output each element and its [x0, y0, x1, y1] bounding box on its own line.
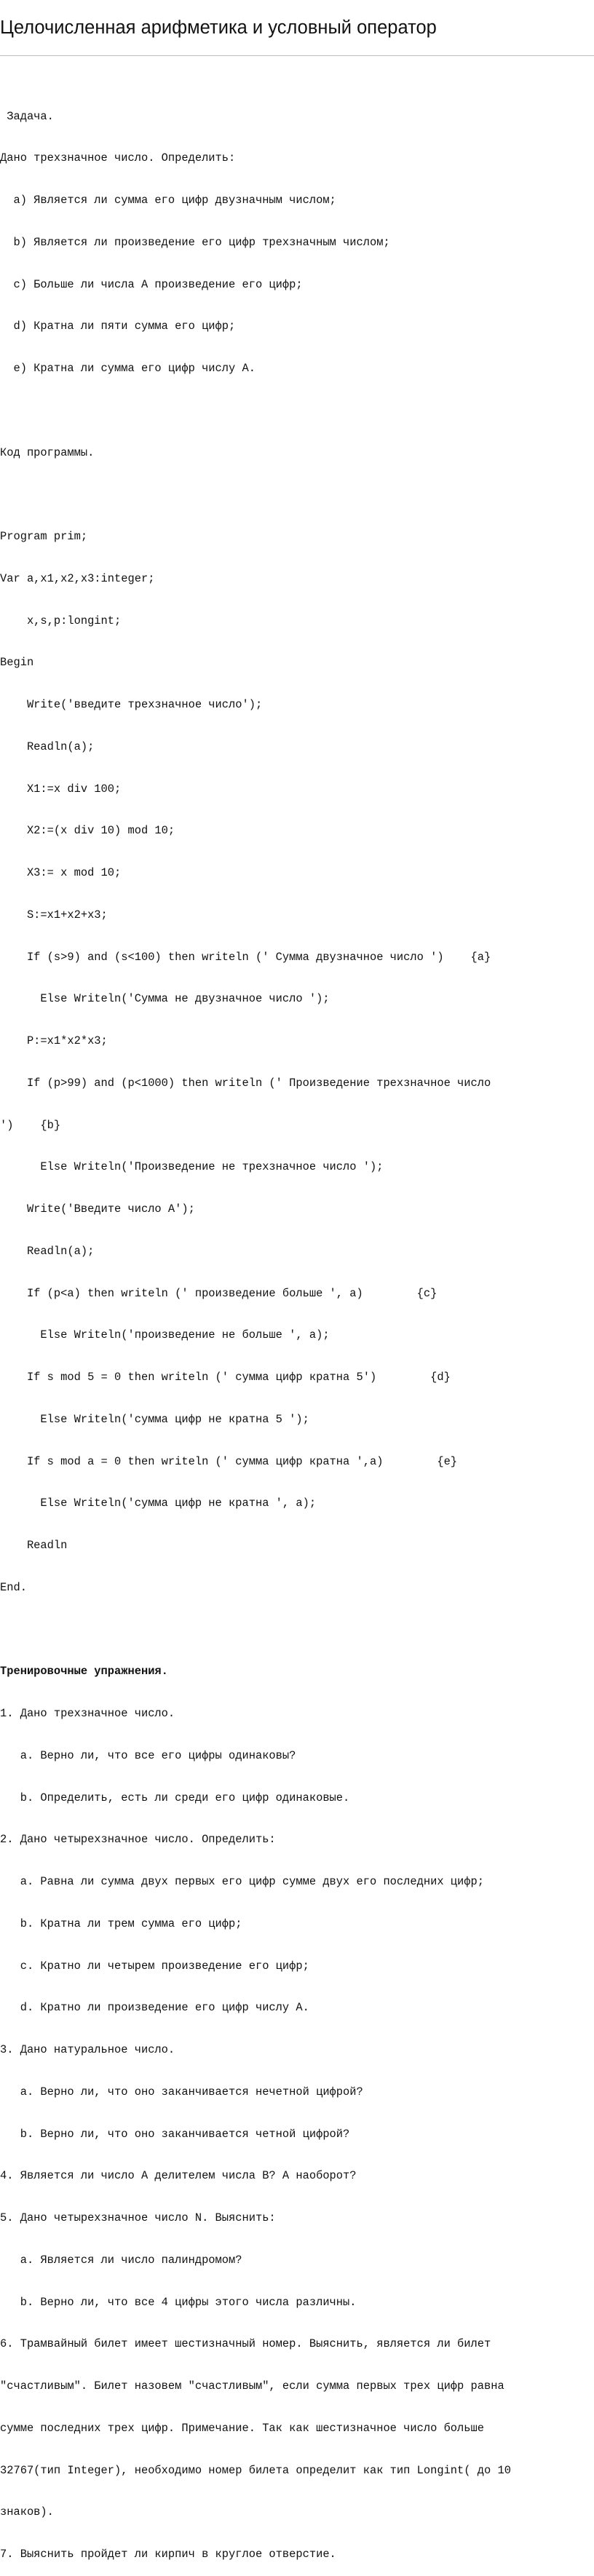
document-body	[0, 82, 594, 2576]
exercise-line: a. Верно ли, что оно заканчивается нечетной цифрой?	[0, 2085, 363, 2099]
blank-line	[0, 488, 594, 502]
exercise-line: сумме последних трех цифр. Примечание. Так как шестизначное число больше	[0, 2421, 484, 2435]
code-line: X1:=x div 100;	[0, 782, 122, 796]
task-item-a: a) Является ли сумма его цифр двузначным числом;	[0, 194, 336, 207]
code-line: If (p<a) then writeln (' произведение больше ', a) {c}	[0, 1286, 437, 1300]
code-line: If (p>99) and (p<1000) then writeln (' Произведение трехзначное число	[0, 1076, 491, 1090]
exercise-line: 5. Дано четырехзначное число N. Выяснить:	[0, 2211, 276, 2224]
code-line: Else Writeln('Произведение не трехзначное число ');	[0, 1160, 384, 1174]
task-item-c: c) Больше ли числа А произведение его цифр;	[0, 277, 303, 291]
code-line: S:=x1+x2+x3;	[0, 908, 108, 922]
exercise-line: b. Верно ли, что все 4 цифры этого числа различны.	[0, 2295, 357, 2309]
code-line: Write('Введите число A');	[0, 1202, 195, 1216]
exercise-line: a. Является ли число палиндромом?	[0, 2253, 242, 2267]
exercise-line: 1. Дано трехзначное число.	[0, 1707, 175, 1720]
exercise-line: "счастливым". Билет назовем "счастливым", если сумма первых трех цифр равна	[0, 2379, 504, 2393]
exercise-line: a. Равна ли сумма двух первых его цифр сумме двух его последних цифр;	[0, 1875, 484, 1888]
code-line: Else Writeln('сумма цифр не кратна 5 ');	[0, 1412, 309, 1426]
code-line: Readln(a);	[0, 740, 95, 753]
code-line: If s mod a = 0 then writeln (' сумма цифр кратна ',a) {e}	[0, 1454, 458, 1468]
code-line: Readln(a);	[0, 1244, 95, 1258]
blank-line	[0, 404, 594, 418]
exercise-line: c. Кратно ли четырем произведение его цифр;	[0, 1959, 309, 1973]
code-line: Var a,x1,x2,x3:integer;	[0, 571, 155, 585]
page-title: Целочисленная арифметика и условный оператор	[0, 17, 437, 38]
code-line: If (s>9) and (s<100) then writeln (' Сумма двузначное число ') {a}	[0, 950, 491, 964]
exercise-line: 2. Дано четырехзначное число. Определить:	[0, 1833, 276, 1847]
blank-line	[0, 1623, 594, 1637]
code-line: X3:= x mod 10;	[0, 866, 122, 879]
task-statement: Дано трехзначное число. Определить:	[0, 151, 236, 165]
code-line: X2:=(x div 10) mod 10;	[0, 824, 175, 838]
code-line: ') {b}	[0, 1118, 61, 1132]
code-line: Program prim;	[0, 530, 88, 543]
code-line: Else Writeln('сумма цифр не кратна ', a);	[0, 1497, 317, 1510]
task-item-b: b) Является ли произведение его цифр трехзначным числом;	[0, 235, 390, 249]
exercise-line: a. Верно ли, что все его цифры одинаковы?	[0, 1748, 296, 1762]
exercise-line: 32767(тип Integer), необходимо номер билета определит как тип Longint( до 10	[0, 2463, 511, 2477]
code-line: If s mod 5 = 0 then writeln (' сумма цифр кратна 5') {d}	[0, 1371, 451, 1384]
exercise-line: знаков).	[0, 2505, 54, 2519]
title-divider	[0, 55, 594, 56]
code-line: Begin	[0, 656, 34, 670]
exercise-line: b. Определить, есть ли среди его цифр одинаковые.	[0, 1791, 350, 1804]
code-line: Write('введите трехзначное число');	[0, 698, 263, 711]
code-line: Else Writeln('Сумма не двузначное число ');	[0, 992, 330, 1006]
exercises-heading: Тренировочные упражнения.	[0, 1665, 168, 1679]
exercise-line: b. Кратна ли трем сумма его цифр;	[0, 1917, 242, 1930]
exercise-line: b. Верно ли, что оно заканчивается четной цифрой?	[0, 2127, 350, 2141]
task-item-e: e) Кратна ли сумма его цифр числу А.	[0, 362, 256, 375]
code-line: Readln	[0, 1539, 68, 1552]
exercise-line: 3. Дано натуральное число.	[0, 2043, 175, 2056]
exercise-line: d. Кратно ли произведение его цифр числу A.	[0, 2001, 309, 2015]
code-line: x,s,p:longint;	[0, 614, 122, 627]
exercise-line: 4. Является ли число A делителем числа B? A наоборот?	[0, 2169, 357, 2183]
task-heading: Задача.	[0, 109, 54, 123]
exercise-line: 6. Трамвайный билет имеет шестизначный номер. Выяснить, является ли билет	[0, 2337, 491, 2351]
code-line: P:=x1*x2*x3;	[0, 1034, 108, 1047]
exercise-line: 7. Выяснить пройдет ли кирпич в круглое отверстие.	[0, 2548, 336, 2561]
code-line: End.	[0, 1580, 27, 1594]
code-line: Else Writeln('произведение не больше ', a);	[0, 1328, 330, 1342]
task-item-d: d) Кратна ли пяти сумма его цифр;	[0, 320, 236, 333]
code-heading: Код программы.	[0, 445, 95, 459]
